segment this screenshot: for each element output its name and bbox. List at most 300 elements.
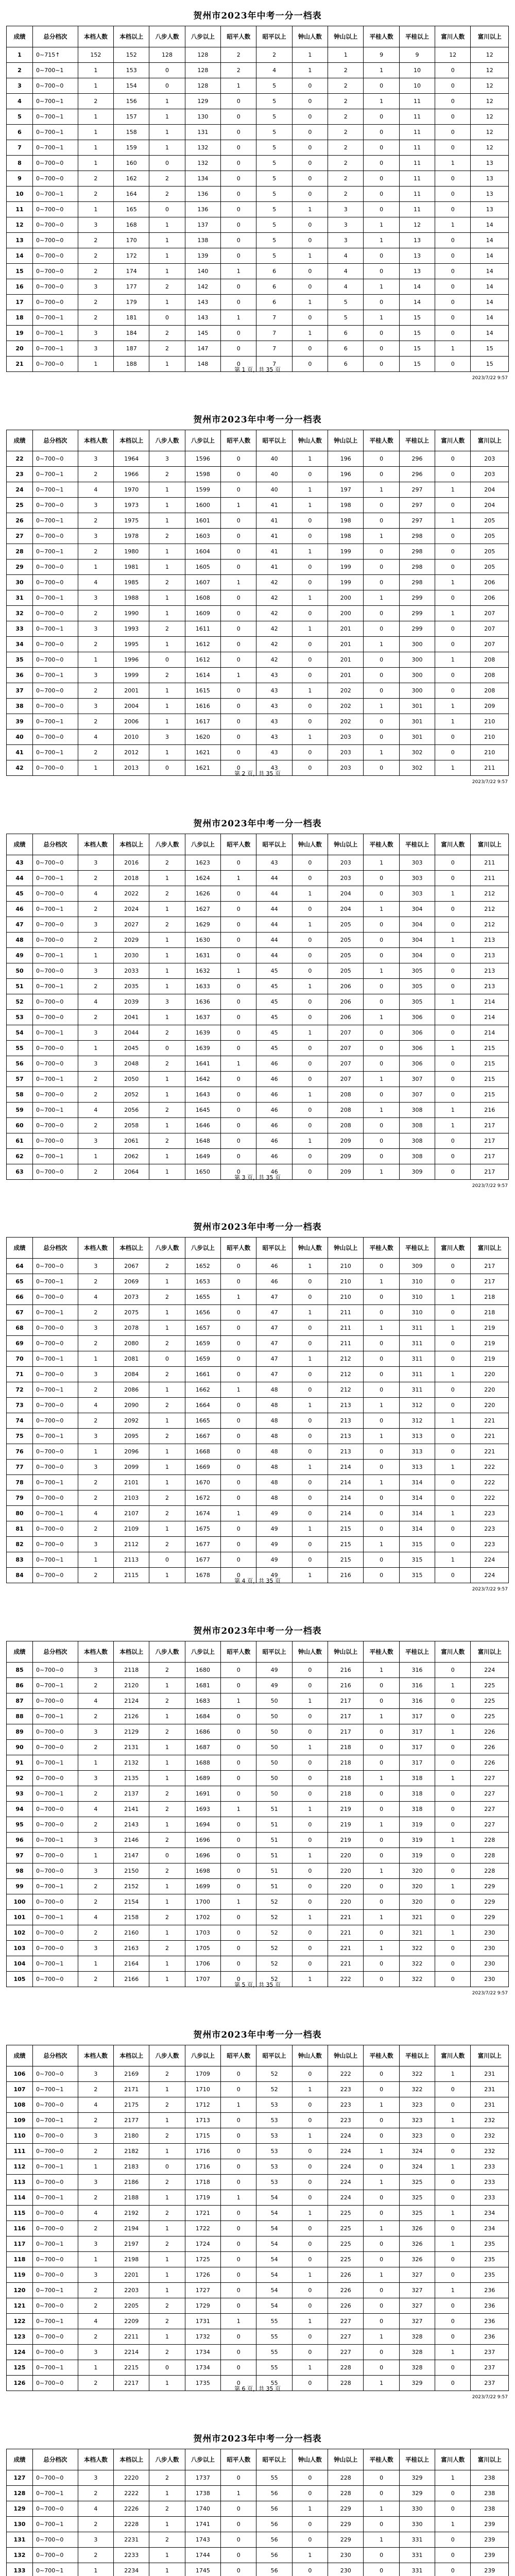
row-score: 74 — [7, 1413, 33, 1429]
column-header: 昭平以上 — [256, 2045, 292, 2066]
table-cell: 1705 — [185, 1941, 220, 1956]
table-row — [7, 1398, 509, 1413]
table-cell: 1 — [78, 2252, 113, 2267]
row-score: 17 — [7, 295, 33, 310]
table-cell: 1 — [149, 1678, 185, 1693]
table-cell: 329 — [399, 2376, 435, 2391]
table-row — [7, 233, 509, 248]
table-cell: 225 — [328, 2221, 364, 2236]
table-cell: 3 — [78, 451, 113, 467]
table-cell: 209 — [328, 1133, 364, 1149]
table-cell: 314 — [399, 1490, 435, 1506]
table-cell: 2 — [149, 1786, 185, 1802]
table-cell: 311 — [399, 1320, 435, 1336]
table-cell: 51 — [256, 1848, 292, 1863]
table-cell: 3 — [78, 1133, 113, 1149]
row-score: 28 — [7, 544, 33, 560]
table-cell: 2061 — [114, 1133, 149, 1149]
table-cell: 0~700~0 — [32, 1041, 78, 1056]
table-cell: 0~715↑ — [32, 47, 78, 63]
table-cell: 1 — [149, 1894, 185, 1910]
column-header: 昭平人数 — [221, 834, 256, 855]
table-cell: 1 — [364, 1771, 399, 1786]
table-cell: 1 — [435, 2206, 471, 2221]
table-cell: 52 — [256, 1941, 292, 1956]
document-page — [0, 1211, 515, 1615]
table-cell: 0~700~1 — [32, 2082, 78, 2097]
row-score: 71 — [7, 1367, 33, 1382]
table-cell: 0~700~0 — [32, 1521, 78, 1537]
table-cell: 219 — [328, 1833, 364, 1848]
table-cell: 221 — [328, 1925, 364, 1941]
table-cell: 1 — [364, 2144, 399, 2159]
table-cell: 0~700~0 — [32, 1972, 78, 1987]
table-cell: 0 — [435, 1133, 471, 1149]
table-cell: 2177 — [114, 2113, 149, 2128]
table-cell: 2 — [78, 187, 113, 202]
row-score: 83 — [7, 1552, 33, 1568]
table-cell: 2 — [78, 2376, 113, 2391]
table-cell: 2137 — [114, 1786, 149, 1802]
table-cell: 1707 — [185, 1972, 220, 1987]
table-cell: 1696 — [185, 1833, 220, 1848]
table-cell: 50 — [256, 1771, 292, 1786]
table-cell: 137 — [185, 217, 220, 233]
table-cell: 224 — [471, 1663, 509, 1678]
table-cell: 0 — [435, 1025, 471, 1041]
table-cell: 2150 — [114, 1863, 149, 1879]
table-cell: 230 — [471, 1941, 509, 1956]
table-cell: 0 — [435, 560, 471, 575]
table-cell: 215 — [471, 1087, 509, 1103]
table-cell: 3 — [78, 1941, 113, 1956]
column-header: 八步人数 — [149, 834, 185, 855]
table-cell: 0~700~0 — [32, 2501, 78, 2517]
column-header: 富川以上 — [471, 1641, 509, 1663]
document-page — [0, 404, 515, 808]
table-cell: 0 — [435, 94, 471, 109]
table-cell: 327 — [399, 2298, 435, 2314]
table-row — [7, 745, 509, 760]
table-cell: 1632 — [185, 963, 220, 979]
table-cell: 227 — [471, 1817, 509, 1833]
table-row — [7, 2283, 509, 2298]
table-cell: 0 — [221, 1972, 256, 1987]
table-cell: 1637 — [185, 1010, 220, 1025]
table-cell: 1716 — [185, 2159, 220, 2175]
table-cell: 298 — [399, 544, 435, 560]
table-cell: 301 — [399, 714, 435, 730]
table-row — [7, 217, 509, 233]
table-cell: 217 — [471, 1259, 509, 1274]
table-cell: 1 — [364, 2097, 399, 2113]
table-cell: 208 — [471, 668, 509, 683]
table-cell: 0 — [292, 279, 328, 295]
table-cell: 54 — [256, 2206, 292, 2221]
table-cell: 215 — [328, 1552, 364, 1568]
table-cell: 52 — [256, 1925, 292, 1941]
table-cell: 1 — [364, 1429, 399, 1444]
print-date: 2023/7/22 9:57 — [472, 1991, 508, 1996]
table-cell: 7 — [256, 310, 292, 326]
column-header: 平桂以上 — [399, 26, 435, 47]
table-cell: 7 — [256, 326, 292, 341]
table-cell: 2 — [78, 1087, 113, 1103]
row-score: 92 — [7, 1771, 33, 1786]
table-cell: 0 — [292, 855, 328, 871]
table-cell: 1683 — [185, 1693, 220, 1709]
table-cell: 220 — [328, 1848, 364, 1863]
table-cell: 1 — [435, 513, 471, 529]
table-cell: 53 — [256, 2097, 292, 2113]
table-cell: 236 — [471, 2298, 509, 2314]
table-cell: 46 — [256, 1149, 292, 1164]
table-cell: 1 — [149, 125, 185, 140]
table-cell: 4 — [328, 279, 364, 295]
table-cell: 213 — [328, 1429, 364, 1444]
table-cell: 0 — [292, 1879, 328, 1894]
table-cell: 187 — [114, 341, 149, 357]
table-cell: 0~700~0 — [32, 1320, 78, 1336]
page-title: 贺州市2023年中考一分一档表 — [193, 2434, 322, 2444]
table-cell: 0 — [221, 1771, 256, 1786]
table-cell: 50 — [256, 1709, 292, 1724]
row-score: 19 — [7, 326, 33, 341]
table-cell: 2 — [78, 1490, 113, 1506]
table-cell: 0 — [221, 1460, 256, 1475]
table-cell: 2 — [78, 606, 113, 621]
table-cell: 3 — [78, 2128, 113, 2144]
table-cell: 1 — [292, 2267, 328, 2283]
column-header: 昭平以上 — [256, 1641, 292, 1663]
table-cell: 0 — [435, 2097, 471, 2113]
table-cell: 0 — [292, 1894, 328, 1910]
table-cell: 225 — [328, 2236, 364, 2252]
table-cell: 313 — [399, 1444, 435, 1460]
table-cell: 2 — [78, 1305, 113, 1320]
table-cell: 1 — [149, 902, 185, 917]
table-cell: 0~700~0 — [32, 2206, 78, 2221]
column-header: 昭平人数 — [221, 2449, 256, 2470]
table-cell: 46 — [256, 1103, 292, 1118]
table-cell: 1 — [435, 2283, 471, 2298]
table-cell: 231 — [471, 2082, 509, 2097]
print-date: 2023/7/22 9:57 — [472, 2395, 508, 2400]
table-cell: 0 — [292, 1490, 328, 1506]
table-cell: 325 — [399, 2206, 435, 2221]
document-page — [0, 808, 515, 1212]
table-cell: 0~700~0 — [32, 1848, 78, 1863]
table-cell: 0 — [364, 1506, 399, 1521]
table-cell: 1743 — [185, 2532, 220, 2548]
table-cell: 0 — [292, 1103, 328, 1118]
table-cell: 56 — [256, 2532, 292, 2548]
table-cell: 0 — [435, 187, 471, 202]
table-cell: 0 — [292, 1367, 328, 1382]
table-cell: 3 — [78, 1537, 113, 1552]
table-cell: 198 — [328, 529, 364, 544]
table-cell: 220 — [328, 1863, 364, 1879]
table-cell: 1735 — [185, 2376, 220, 2391]
table-cell: 1 — [364, 1320, 399, 1336]
table-cell: 0~700~0 — [32, 2175, 78, 2190]
table-cell: 1732 — [185, 2329, 220, 2345]
table-cell: 2107 — [114, 1506, 149, 1521]
table-cell: 0 — [221, 140, 256, 156]
row-score: 48 — [7, 933, 33, 948]
table-cell: 2050 — [114, 1072, 149, 1087]
table-cell: 2 — [78, 1118, 113, 1133]
table-cell: 3 — [78, 1259, 113, 1274]
table-cell: 0 — [221, 187, 256, 202]
column-header: 总分档次 — [32, 430, 78, 451]
table-cell: 1 — [221, 2097, 256, 2113]
table-cell: 0 — [435, 855, 471, 871]
table-cell: 236 — [471, 2314, 509, 2329]
table-cell: 54 — [256, 2190, 292, 2206]
table-cell: 0~700~0 — [32, 248, 78, 264]
table-cell: 322 — [399, 2066, 435, 2082]
table-cell: 226 — [471, 1755, 509, 1771]
table-cell: 0 — [364, 2314, 399, 2329]
table-cell: 2 — [78, 1336, 113, 1351]
table-cell: 1725 — [185, 2252, 220, 2267]
table-cell: 1667 — [185, 1429, 220, 1444]
table-cell: 2099 — [114, 1460, 149, 1475]
table-cell: 2 — [149, 2206, 185, 2221]
document-page — [0, 2423, 515, 2576]
table-cell: 0~700~0 — [32, 2345, 78, 2360]
document-page — [0, 2019, 515, 2423]
table-cell: 2012 — [114, 745, 149, 760]
table-cell: 55 — [256, 2376, 292, 2391]
table-cell: 0 — [292, 1336, 328, 1351]
column-header: 富川人数 — [435, 1641, 471, 1663]
table-cell: 2039 — [114, 994, 149, 1010]
table-cell: 0~700~0 — [32, 78, 78, 94]
row-score: 6 — [7, 125, 33, 140]
row-score: 91 — [7, 1755, 33, 1771]
table-cell: 6 — [256, 279, 292, 295]
table-cell: 0~700~0 — [32, 498, 78, 513]
table-row — [7, 855, 509, 871]
table-cell: 211 — [471, 871, 509, 886]
table-row — [7, 902, 509, 917]
table-cell: 228 — [471, 1863, 509, 1879]
table-row — [7, 1521, 509, 1537]
table-cell: 0 — [292, 1041, 328, 1056]
table-cell: 0 — [364, 1087, 399, 1103]
table-cell: 53 — [256, 2159, 292, 2175]
table-cell: 2183 — [114, 2159, 149, 2175]
table-cell: 0~700~0 — [32, 855, 78, 871]
table-cell: 1 — [292, 1568, 328, 1583]
table-cell: 1 — [149, 1925, 185, 1941]
table-cell: 153 — [114, 63, 149, 78]
table-cell: 0 — [221, 699, 256, 714]
table-cell: 2 — [78, 295, 113, 310]
table-cell: 220 — [471, 1398, 509, 1413]
table-cell: 0~700~0 — [32, 1568, 78, 1583]
table-cell: 2217 — [114, 2376, 149, 2391]
table-cell: 47 — [256, 1336, 292, 1351]
column-header: 总分档次 — [32, 26, 78, 47]
table-cell: 0~700~0 — [32, 295, 78, 310]
table-cell: 232 — [471, 2144, 509, 2159]
row-score: 112 — [7, 2159, 33, 2175]
table-cell: 2 — [328, 94, 364, 109]
table-cell: 0~700~0 — [32, 1133, 78, 1149]
column-header: 成绩 — [7, 834, 33, 855]
table-cell: 1 — [221, 871, 256, 886]
table-cell: 310 — [399, 1290, 435, 1305]
table-cell: 0~700~0 — [32, 652, 78, 668]
table-cell: 0 — [364, 652, 399, 668]
table-cell: 298 — [399, 529, 435, 544]
table-cell: 0 — [435, 2563, 471, 2576]
document-page — [0, 0, 515, 404]
table-cell: 327 — [399, 2283, 435, 2298]
table-cell: 234 — [471, 2206, 509, 2221]
table-cell: 0 — [364, 560, 399, 575]
row-score: 105 — [7, 1972, 33, 1987]
row-score: 111 — [7, 2144, 33, 2159]
table-row — [7, 1863, 509, 1879]
table-cell: 0 — [221, 2563, 256, 2576]
table-cell: 233 — [471, 2159, 509, 2175]
table-cell: 4 — [78, 1290, 113, 1305]
table-cell: 2 — [149, 467, 185, 482]
table-cell: 1675 — [185, 1521, 220, 1537]
table-cell: 0 — [364, 994, 399, 1010]
column-header: 钟山以上 — [328, 2045, 364, 2066]
table-cell: 0~700~0 — [32, 1693, 78, 1709]
table-cell: 229 — [328, 2517, 364, 2532]
column-header: 总分档次 — [32, 1641, 78, 1663]
print-date: 2023/7/22 9:57 — [472, 1587, 508, 1592]
table-cell: 0 — [221, 979, 256, 994]
table-cell: 1718 — [185, 2175, 220, 2190]
table-cell: 0 — [221, 1320, 256, 1336]
table-cell: 0 — [364, 1413, 399, 1429]
table-cell: 1612 — [185, 652, 220, 668]
table-cell: 1712 — [185, 2097, 220, 2113]
table-cell: 1738 — [185, 2486, 220, 2501]
table-cell: 2197 — [114, 2236, 149, 2252]
row-score: 87 — [7, 1693, 33, 1709]
table-cell: 3 — [149, 994, 185, 1010]
table-cell: 15 — [399, 357, 435, 372]
table-cell: 1614 — [185, 668, 220, 683]
table-cell: 3 — [78, 855, 113, 871]
table-row — [7, 871, 509, 886]
table-row — [7, 1693, 509, 1709]
table-cell: 230 — [471, 1925, 509, 1941]
table-cell: 316 — [399, 1693, 435, 1709]
table-cell: 215 — [328, 1521, 364, 1537]
table-cell: 203 — [328, 871, 364, 886]
table-cell: 0 — [364, 871, 399, 886]
table-cell: 0 — [435, 1693, 471, 1709]
row-score: 41 — [7, 745, 33, 760]
table-cell: 223 — [328, 2097, 364, 2113]
table-cell: 2064 — [114, 1164, 149, 1180]
table-cell: 2 — [78, 1709, 113, 1724]
table-cell: 331 — [399, 2563, 435, 2576]
table-cell: 2048 — [114, 1056, 149, 1072]
row-score: 51 — [7, 979, 33, 994]
table-row — [7, 1802, 509, 1817]
table-cell: 0 — [221, 1259, 256, 1274]
table-cell: 0~700~1 — [32, 1879, 78, 1894]
table-cell: 131 — [185, 125, 220, 140]
row-score: 94 — [7, 1802, 33, 1817]
table-cell: 0 — [221, 1164, 256, 1180]
column-header: 富川人数 — [435, 834, 471, 855]
table-cell: 1 — [149, 745, 185, 760]
table-cell: 43 — [256, 855, 292, 871]
table-cell: 1659 — [185, 1336, 220, 1351]
table-cell: 2062 — [114, 1149, 149, 1164]
table-cell: 0~700~1 — [32, 714, 78, 730]
row-score: 67 — [7, 1305, 33, 1320]
table-row — [7, 1552, 509, 1568]
table-cell: 321 — [399, 1925, 435, 1941]
table-cell: 12 — [471, 125, 509, 140]
table-cell: 0~700~0 — [32, 994, 78, 1010]
table-cell: 1 — [364, 1941, 399, 1956]
table-cell: 1 — [149, 248, 185, 264]
table-cell: 1 — [435, 606, 471, 621]
table-cell: 2 — [256, 47, 292, 63]
table-cell: 1999 — [114, 668, 149, 683]
table-cell: 218 — [471, 1290, 509, 1305]
table-cell: 224 — [328, 2190, 364, 2206]
row-score: 33 — [7, 621, 33, 637]
table-cell: 0 — [221, 886, 256, 902]
table-row — [7, 1956, 509, 1972]
table-cell: 1 — [149, 871, 185, 886]
table-cell: 152 — [114, 47, 149, 63]
table-cell: 0 — [435, 1568, 471, 1583]
table-cell: 41 — [256, 544, 292, 560]
row-score: 97 — [7, 1848, 33, 1863]
table-cell: 298 — [399, 575, 435, 590]
table-cell: 1 — [435, 1833, 471, 1848]
table-cell: 14 — [471, 295, 509, 310]
table-cell: 0 — [221, 1941, 256, 1956]
table-cell: 225 — [471, 1693, 509, 1709]
table-cell: 0 — [364, 1848, 399, 1863]
row-score: 21 — [7, 357, 33, 372]
table-cell: 0 — [221, 202, 256, 217]
table-cell: 1 — [435, 1460, 471, 1475]
table-cell: 14 — [471, 279, 509, 295]
table-cell: 0 — [292, 2345, 328, 2360]
row-score: 130 — [7, 2517, 33, 2532]
column-header: 富川人数 — [435, 2449, 471, 2470]
table-cell: 2 — [328, 63, 364, 78]
table-cell: 0 — [364, 714, 399, 730]
table-cell: 231 — [471, 2066, 509, 2082]
table-cell: 2095 — [114, 1429, 149, 1444]
table-cell: 0 — [292, 1817, 328, 1833]
table-cell: 303 — [399, 871, 435, 886]
table-cell: 2029 — [114, 933, 149, 948]
table-cell: 203 — [471, 451, 509, 467]
table-cell: 0 — [292, 467, 328, 482]
table-cell: 0~700~0 — [32, 451, 78, 467]
